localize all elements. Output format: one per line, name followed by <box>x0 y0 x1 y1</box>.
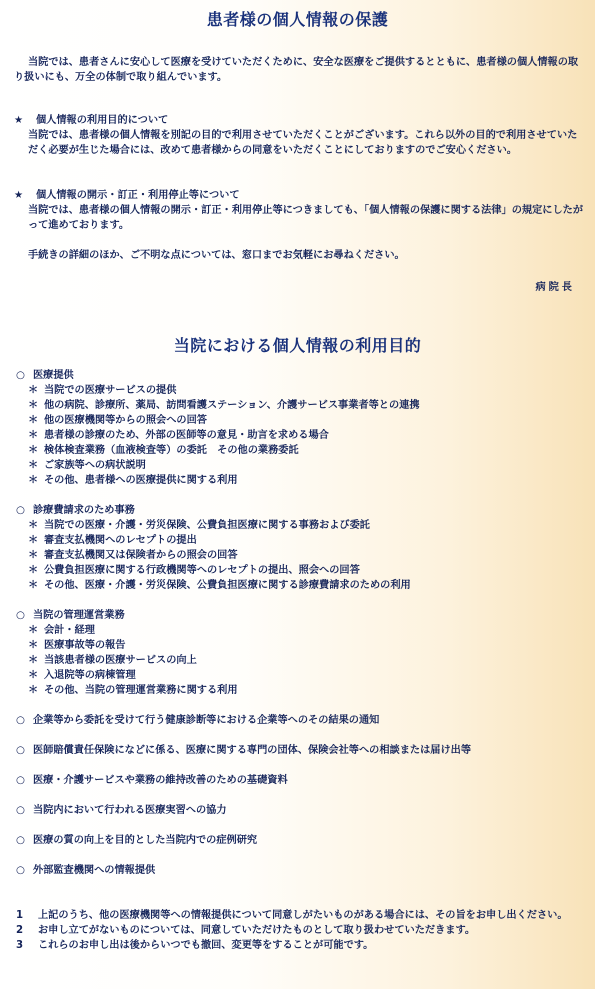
category-title-row <box>16 368 586 383</box>
asterisk-bullet-icon: ＊ <box>28 520 39 531</box>
list-item-text: 公費負担医療に関する行政機関等へのレセプトの提出、照会への回答 <box>44 565 360 576</box>
star-icon: ★ <box>14 190 24 201</box>
purpose-category <box>16 803 586 818</box>
note-number: 2 <box>16 925 24 936</box>
category-title: 医療の質の向上を目的とした当院内での症例研究 <box>33 835 258 846</box>
usage-purpose-list <box>16 368 586 893</box>
notes-list <box>16 908 586 953</box>
purpose-category <box>16 773 586 788</box>
list-item-text: 当院での医療・介護・労災保険、公費負担医療に関する事務および委託 <box>44 520 370 531</box>
circle-bullet-icon: ○ <box>16 775 25 786</box>
note-text: 上記のうち、他の医療機関等への情報提供について同意しがたいものがある場合には、その旨をお申し出ください。 <box>38 910 568 921</box>
note-item <box>16 923 586 938</box>
usage-purpose-title: 当院における個人情報の利用目的 <box>173 336 422 355</box>
list-item-text: 他の医療機関等からの照会への回答 <box>44 415 207 426</box>
note-item <box>16 938 586 953</box>
list-item-text: 検体検査業務（血液検査等）の委託 その他の業務委託 <box>44 445 299 456</box>
list-item <box>16 473 586 488</box>
asterisk-bullet-icon: ＊ <box>28 550 39 561</box>
star-icon: ★ <box>14 115 24 126</box>
asterisk-bullet-icon: ＊ <box>28 655 39 666</box>
asterisk-bullet-icon: ＊ <box>28 625 39 636</box>
list-item-text: 患者様の診療のため、外部の医師等の意見・助言を求める場合 <box>44 430 329 441</box>
circle-bullet-icon: ○ <box>16 715 25 726</box>
category-title: 医療・介護サービスや業務の維持改善のための基礎資料 <box>33 775 288 786</box>
disclosure-heading: 個人情報の開示・訂正・利用停止等について <box>36 190 240 201</box>
circle-bullet-icon: ○ <box>16 370 25 381</box>
asterisk-bullet-icon: ＊ <box>28 475 39 486</box>
asterisk-bullet-icon: ＊ <box>28 400 39 411</box>
asterisk-bullet-icon: ＊ <box>28 415 39 426</box>
list-item <box>16 578 586 593</box>
list-item <box>16 518 586 533</box>
list-item <box>16 428 586 443</box>
list-item <box>16 668 586 683</box>
category-title-row <box>16 503 586 518</box>
category-title: 当院の管理運営業務 <box>33 610 125 621</box>
intro-paragraph: 当院では、患者さんに安心して医療を受けていただくために、安全な医療をご提供するとともに、患者様の個人情報の取り扱いにも、万全の体制で取り組んでいます。 <box>14 57 579 83</box>
asterisk-bullet-icon: ＊ <box>28 685 39 696</box>
disclosure-body: 当院では、患者様の個人情報の開示・訂正・利用停止等につきましても、「個人情報の保護に関する法律」の規定にしたがって進めております。 <box>28 205 584 231</box>
category-title: 医師賠償責任保険になどに係る、医療に関する専門の団体、保険会社等への相談または届け出等 <box>33 745 472 756</box>
list-item-text: 医療事故等の報告 <box>44 640 126 651</box>
list-item-text: 当該患者様の医療サービスの向上 <box>44 655 197 666</box>
list-item <box>16 533 586 548</box>
purpose-body: 当院では、患者様の個人情報を別記の目的で利用させていただくことがございます。これら以外の目的で利用させていただく必要が生じた場合には、改めて患者様からの同意をいただくことにしておりますのでご安心ください。 <box>28 130 578 156</box>
note-number: 1 <box>16 910 24 921</box>
purpose-category <box>16 608 586 698</box>
list-item-text: 当院での医療サービスの提供 <box>44 385 177 396</box>
list-item <box>16 638 586 653</box>
asterisk-bullet-icon: ＊ <box>28 430 39 441</box>
circle-bullet-icon: ○ <box>16 865 25 876</box>
purpose-heading: 個人情報の利用目的について <box>36 115 169 126</box>
category-title: 企業等から委託を受けて行う健康診断等における企業等へのその結果の通知 <box>33 715 380 726</box>
asterisk-bullet-icon: ＊ <box>28 640 39 651</box>
list-item <box>16 653 586 668</box>
list-item-text: その他、患者様への医療提供に関する利用 <box>44 475 238 486</box>
category-title-row <box>16 803 586 818</box>
asterisk-bullet-icon: ＊ <box>28 535 39 546</box>
note-number: 3 <box>16 940 24 951</box>
list-item-text: その他、医療・介護・労災保険、公費負担医療に関する診療費請求のための利用 <box>44 580 411 591</box>
signature: 病院長 <box>535 282 575 293</box>
category-title: 外部監査機関への情報提供 <box>33 865 156 876</box>
category-title-row <box>16 773 586 788</box>
purpose-category <box>16 833 586 848</box>
purpose-category <box>16 863 586 878</box>
list-item-text: その他、当院の管理運営業務に関する利用 <box>44 685 238 696</box>
purpose-category <box>16 368 586 488</box>
category-title-row <box>16 713 586 728</box>
category-title-row <box>16 743 586 758</box>
list-item-text: 会計・経理 <box>44 625 95 636</box>
purpose-category <box>16 503 586 593</box>
purpose-section <box>14 113 584 158</box>
asterisk-bullet-icon: ＊ <box>28 445 39 456</box>
list-item <box>16 458 586 473</box>
note-text: これらのお申し出は後からいつでも撤回、変更等をすることが可能です。 <box>38 940 374 951</box>
asterisk-bullet-icon: ＊ <box>28 670 39 681</box>
category-title-row <box>16 608 586 623</box>
list-item <box>16 398 586 413</box>
asterisk-bullet-icon: ＊ <box>28 460 39 471</box>
list-item <box>16 623 586 638</box>
note-item <box>16 908 586 923</box>
circle-bullet-icon: ○ <box>16 805 25 816</box>
circle-bullet-icon: ○ <box>16 505 25 516</box>
note-text: お申し立てがないものについては、同意していただけたものとして取り扱わせていただきます。 <box>38 925 476 936</box>
list-item-text: 審査支払機関へのレセプトの提出 <box>44 535 197 546</box>
list-item <box>16 443 586 458</box>
category-title-row <box>16 863 586 878</box>
list-item <box>16 548 586 563</box>
privacy-title: 患者様の個人情報の保護 <box>206 10 389 29</box>
list-item <box>16 413 586 428</box>
asterisk-bullet-icon: ＊ <box>28 565 39 576</box>
circle-bullet-icon: ○ <box>16 745 25 756</box>
list-item <box>16 563 586 578</box>
disclosure-section <box>14 188 584 233</box>
list-item-text: ご家族等への病状説明 <box>44 460 146 471</box>
circle-bullet-icon: ○ <box>16 835 25 846</box>
category-title: 医療提供 <box>33 370 74 381</box>
asterisk-bullet-icon: ＊ <box>28 580 39 591</box>
purpose-category <box>16 743 586 758</box>
list-item-text: 他の病院、診療所、薬局、訪問看護ステーション、介護サービス事業者等との連携 <box>44 400 420 411</box>
circle-bullet-icon: ○ <box>16 610 25 621</box>
list-item-text: 審査支払機関又は保険者からの照会の回答 <box>44 550 238 561</box>
category-title: 当院内において行われる医療実習への協力 <box>33 805 227 816</box>
category-title-row <box>16 833 586 848</box>
purpose-category <box>16 713 586 728</box>
asterisk-bullet-icon: ＊ <box>28 385 39 396</box>
category-title: 診療費請求のため事務 <box>33 505 135 516</box>
list-item <box>16 383 586 398</box>
closing-text: 手続きの詳細のほか、ご不明な点については、窓口までお気軽にお尋ねください。 <box>28 250 405 261</box>
list-item <box>16 683 586 698</box>
list-item-text: 入退院等の病棟管理 <box>44 670 136 681</box>
